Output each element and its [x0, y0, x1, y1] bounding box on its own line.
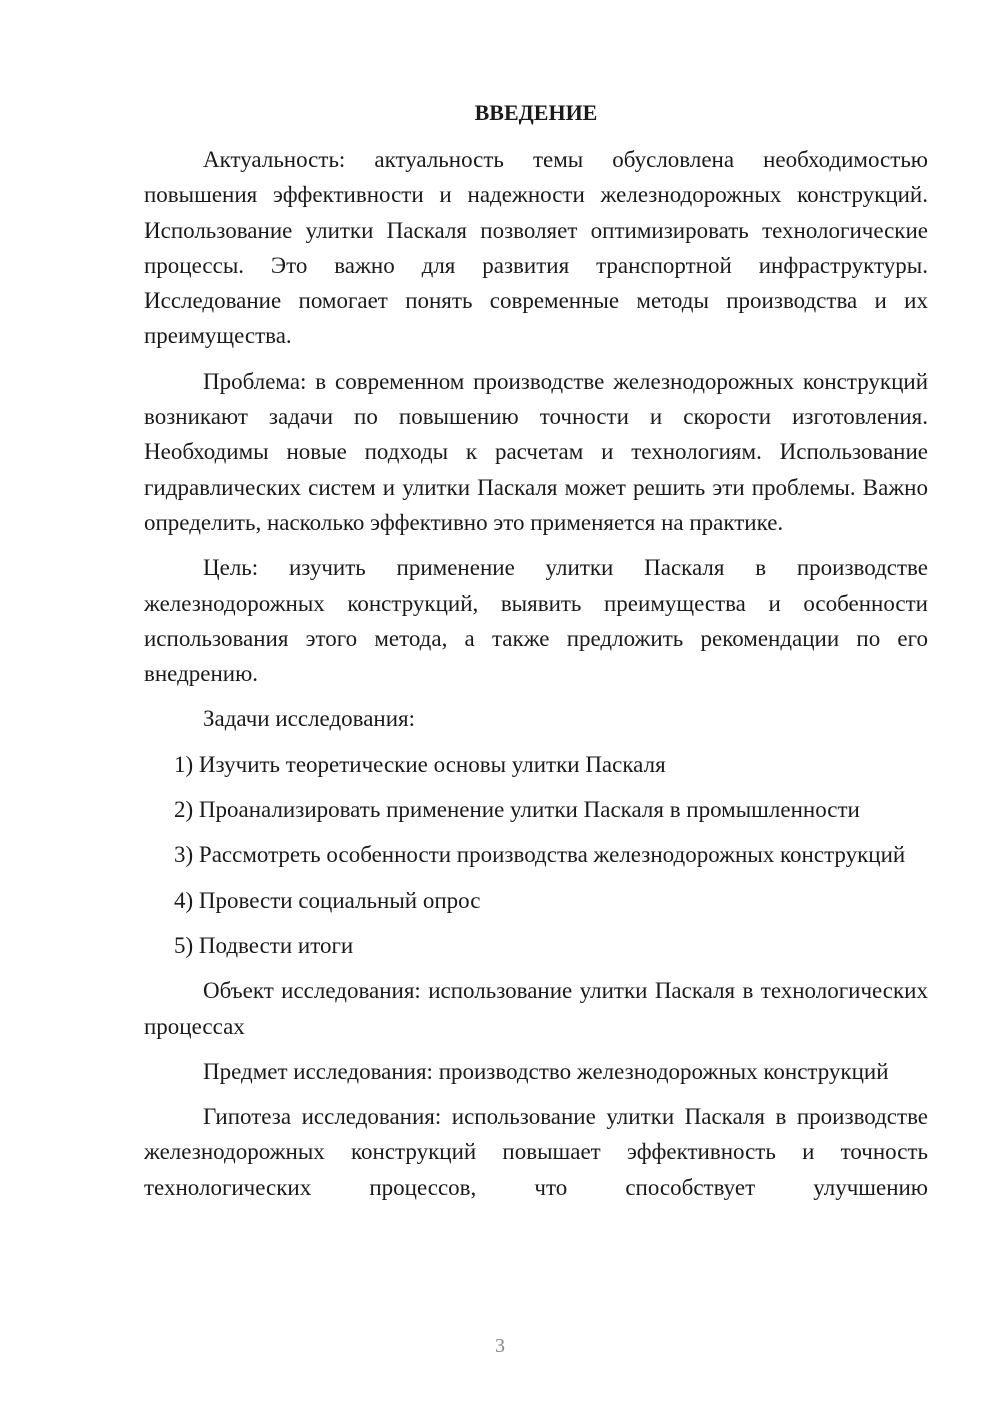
paragraph-hypothesis: Гипотеза исследования: использование улитки Паскаля в производстве железнодорожных конструкций повышает эффективность и точность технологических процессов, что способствует улучшению [144, 1104, 928, 1200]
task-item-2: 2) Проанализировать применение улитки Паскаля в промышленности [174, 797, 860, 823]
paragraph-object: Объект исследования: использование улитки Паскаля в технологических процессах [144, 978, 928, 1039]
task-item-3: 3) Рассмотреть особенности производства железнодорожных конструкций [174, 842, 906, 868]
page-title: ВВЕДЕНИЕ [474, 100, 598, 125]
page-number: 3 [495, 1335, 505, 1357]
task-item-1: 1) Изучить теоретические основы улитки Паскаля [174, 751, 666, 777]
tasks-heading: Задачи исследования: [203, 706, 416, 732]
task-item-4: 4) Провести социальный опрос [174, 887, 481, 913]
page-content [144, 95, 928, 1215]
paragraph-relevance: Актуальность: актуальность темы обусловлена необходимостью повышения эффективности и надежности железнодорожных конструкций. Использование улитки Паскаля позволяет оптимизировать технологические процессы. Это важно для развития транспортной инфраструктуры. Исследование помогает понять современные методы производства и их преимущества. [144, 147, 928, 349]
paragraph-goal: Цель: изучить применение улитки Паскаля в производстве железнодорожных конструкций, выявить преимущества и особенности использования этого метода, а также предложить рекомендации по его внедрению. [144, 555, 928, 687]
paragraph-subject: Предмет исследования: производство железнодорожных конструкций [203, 1058, 889, 1084]
paragraph-problem: Проблема: в современном производстве железнодорожных конструкций возникают задачи по повышению точности и скорости изготовления. Необходимы новые подходы к расчетам и технологиям. Использование гидравлических систем и улитки Паскаля может решить эти проблемы. Важно определить, насколько эффективно это применяется на практике. [144, 368, 928, 535]
task-item-5: 5) Подвести итоги [174, 932, 354, 958]
